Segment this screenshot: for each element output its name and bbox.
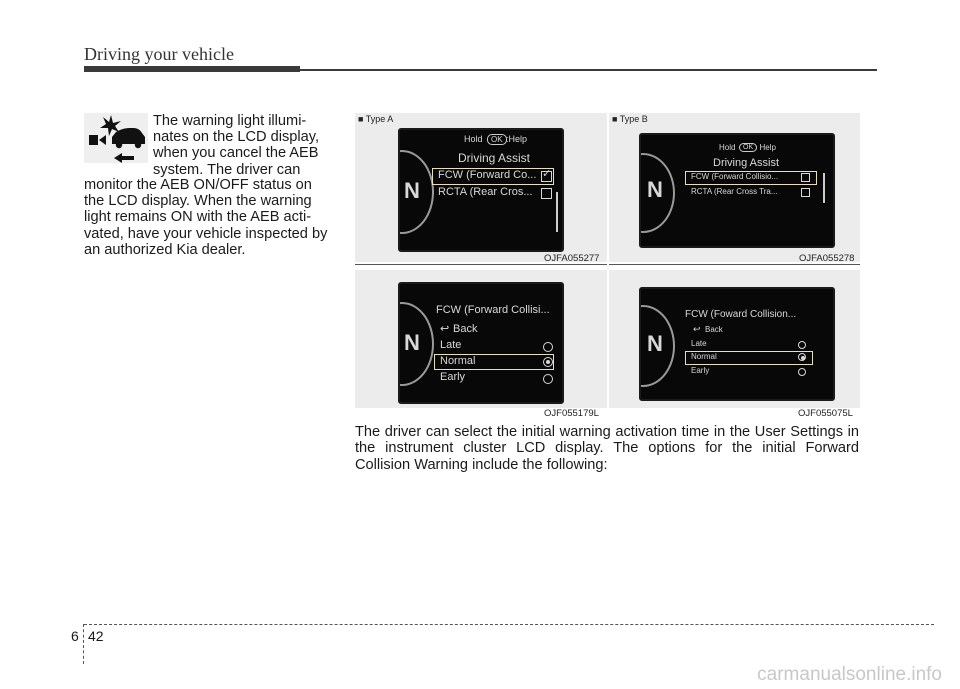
menu-item-rcta: RCTA (Rear Cros...	[438, 186, 533, 198]
radio-selected-icon	[543, 357, 553, 367]
option-normal: Normal	[691, 352, 717, 361]
scrollbar	[556, 192, 558, 232]
ok-badge: OK	[487, 134, 507, 145]
lcd-bottom-left	[398, 282, 564, 404]
footer-divider	[83, 624, 84, 664]
n-gear-icon: N	[404, 330, 420, 355]
radio-empty-icon	[798, 368, 806, 376]
watermark: carmanualsonline.info	[757, 664, 942, 685]
option-early: Early	[440, 371, 466, 383]
menu-title: Driving Assist	[713, 157, 780, 169]
menu-title: Driving Assist	[458, 151, 531, 165]
header-rule-thick	[84, 66, 300, 72]
figure-code-bottom-right: OJF055075L	[798, 408, 853, 419]
lcd-top-right	[639, 133, 835, 248]
intro-paragraph-rest: monitor the AEB ON/OFF status on the LCD display. When the warning light remains ON with the AEB acti-vated, have your vehicle inspected by an authorized Kia dealer.	[84, 177, 328, 258]
n-gear-icon: N	[647, 331, 663, 356]
chapter-number: 6	[71, 628, 79, 644]
figure-code-top-left: OJFA055277	[544, 253, 600, 264]
page-header-title: Driving your vehicle	[84, 44, 234, 64]
menu-item-fcw: FCW (Forward Co...	[438, 169, 537, 181]
scrollbar	[823, 173, 825, 203]
page-number: 42	[88, 628, 104, 644]
aeb-warning-icon	[84, 113, 148, 163]
back-label: Back	[705, 325, 723, 334]
lcd-top-left	[398, 128, 564, 252]
lcd-bottom-right	[639, 287, 835, 401]
checkbox-empty-icon	[541, 188, 552, 199]
type-a-label: ■ Type A	[358, 114, 394, 124]
figure-code-bottom-left: OJF055179L	[544, 408, 599, 419]
menu-item-fcw: FCW (Forward Collisio...	[691, 172, 779, 181]
ok-badge: OK	[739, 143, 757, 152]
checkbox-checked-icon	[801, 173, 810, 182]
intro-paragraph-top: The warning light illumi-nates on the LCD display, when you cancel the AEB system. The driver can	[153, 113, 320, 178]
back-arrow-icon: ↩	[440, 323, 450, 335]
radio-empty-icon	[543, 374, 553, 384]
type-b-label: ■ Type B	[612, 114, 648, 124]
n-gear-icon: N	[404, 178, 420, 203]
header-rule-thin	[300, 69, 877, 71]
figure-rule-top-right	[609, 264, 860, 265]
hold-label: Hold	[719, 143, 736, 152]
radio-selected-icon	[798, 353, 806, 361]
back-arrow-icon: ↩	[693, 324, 701, 334]
option-normal: Normal	[440, 355, 476, 367]
settings-title: FCW (Foward Collision...	[685, 309, 797, 320]
n-gear-icon: N	[647, 177, 663, 202]
settings-title: FCW (Forward Collisi...	[436, 304, 550, 316]
option-early: Early	[691, 366, 710, 375]
figure-code-top-right: OJFA055278	[799, 253, 855, 264]
checkmark-glyph: ✓	[542, 168, 552, 180]
option-late: Late	[691, 339, 707, 348]
body-paragraph: The driver can select the initial warning activation time in the User Settings in the instrument cluster LCD display. The options for the initial Forward Collision Warning include the following:	[355, 424, 859, 473]
menu-item-rcta: RCTA (Rear Cross Tra...	[691, 187, 778, 196]
checkbox-empty-icon	[801, 188, 810, 197]
footer-rule	[84, 624, 934, 625]
help-label: : Help	[755, 143, 776, 152]
back-label: Back	[453, 323, 478, 335]
figure-rule-top-left	[355, 264, 607, 265]
radio-empty-icon	[543, 342, 553, 352]
radio-empty-icon	[798, 341, 806, 349]
hold-label: Hold	[464, 134, 483, 144]
option-late: Late	[440, 339, 462, 351]
help-label: :Help	[506, 134, 528, 144]
